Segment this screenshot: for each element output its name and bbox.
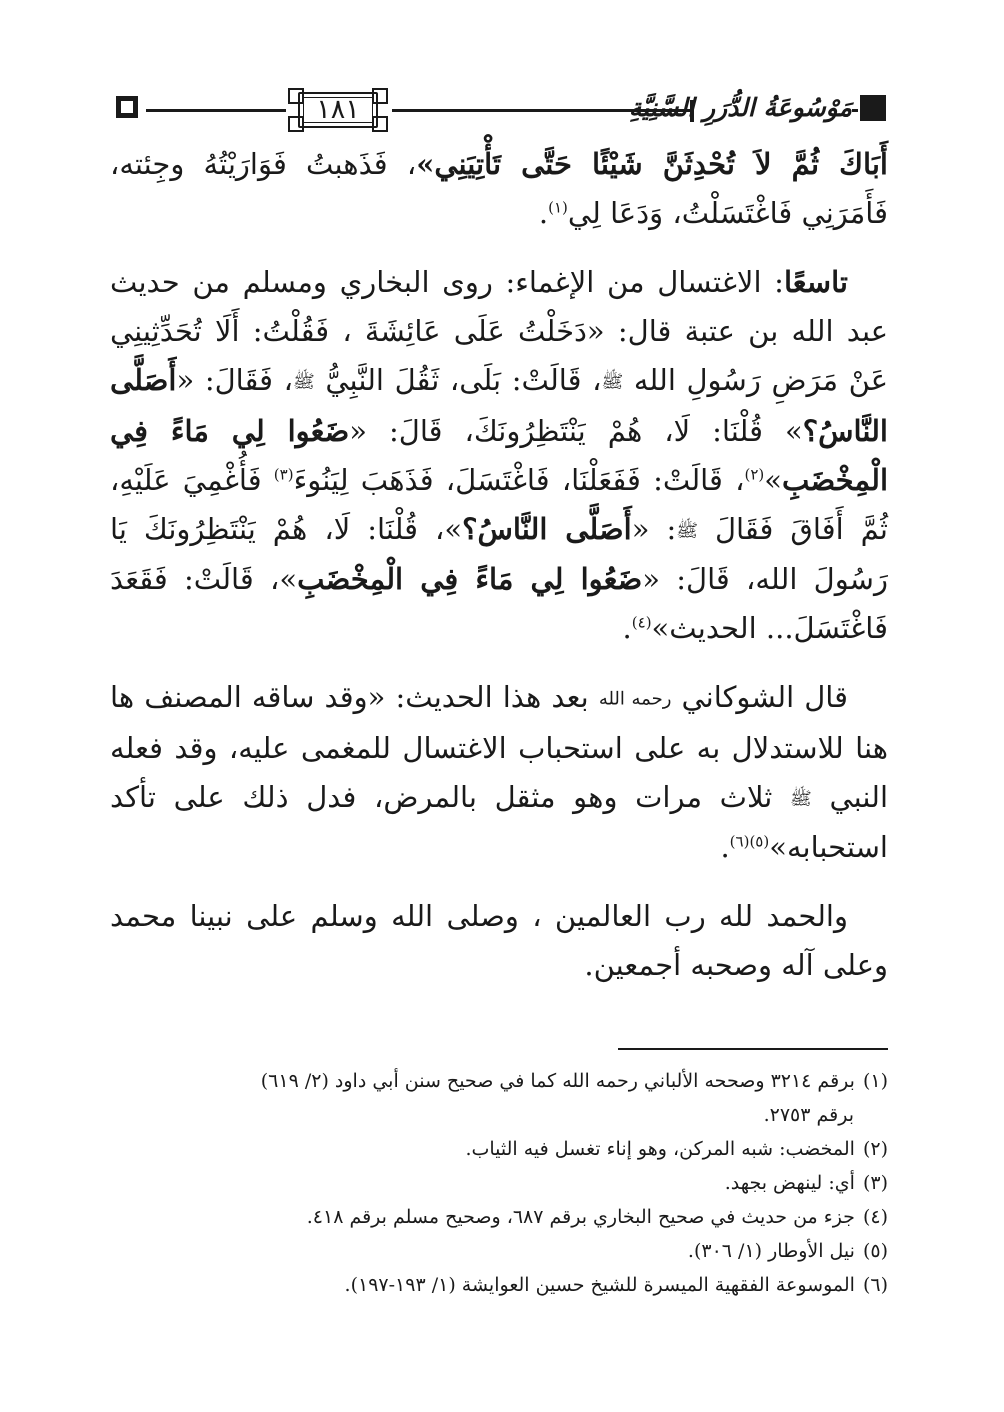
page-number: ١٨١: [316, 94, 360, 125]
book-title: مَوْسُوعَةُ الدُّرَرِ السَّنِيَّةِ: [628, 93, 852, 122]
footnote-ref[interactable]: (١): [548, 198, 568, 217]
hadith-text-bold: ضَعُوا لِي مَاءً فِي الْمِخْضَبِ: [110, 413, 889, 497]
paragraph-text: »: [764, 462, 782, 497]
paragraph-text: ، فَقَالَ: «: [176, 363, 294, 397]
hadith-text-bold: ضَعُوا لِي مَاءً فِي الْمِخْضَبِ: [297, 562, 643, 596]
paragraph-text: بعد هذا الحديث: «وقد ساقه المصنف ها هنا للاستدلال به على استحباب الاغتسال للمغمى عليه، وقد فعله النبي: [110, 680, 889, 814]
footnote-text: جزء من حديث في صحيح البخاري برقم ٦٨٧، وصحيح مسلم برقم ٤١٨.: [306, 1206, 855, 1228]
footnote-ref[interactable]: (٦): [729, 832, 750, 851]
page-header: [110, 88, 888, 134]
footnote-ref[interactable]: (٣): [273, 464, 294, 483]
footnote-number: (٢): [862, 1138, 888, 1160]
section-lead: تاسعًا: [783, 265, 848, 299]
paragraph-4: [110, 892, 888, 990]
paragraph-end: .: [622, 611, 632, 645]
footnote-ref[interactable]: (٥): [749, 832, 770, 851]
footnote-number: (٤): [862, 1206, 888, 1228]
footnote-number: (٦): [862, 1274, 888, 1296]
footnote-text: المخضب: شبه المركن، وهو إناء تغسل فيه الثياب.: [465, 1138, 855, 1160]
footnote-text: الموسوعة الفقهية الميسرة للشيخ حسين العوايشة (١/ ١٩٣-١٩٧).: [344, 1274, 855, 1296]
header-rule-left: [146, 109, 286, 112]
page-number-frame: [286, 88, 390, 132]
footnote-item: [110, 1200, 888, 1234]
footnote-ref[interactable]: (٢): [744, 464, 765, 483]
honorific-glyph: ﷺ: [293, 371, 315, 393]
footnote-number: (٣): [862, 1172, 888, 1194]
header-rule-right: [852, 109, 858, 112]
footnotes: [110, 1064, 888, 1302]
paragraph-text: ، قَالَتْ: بَلَى، ثَقُلَ النَّبِيُّ: [325, 363, 602, 397]
footnote-text: أي: لينهض بجهد.: [724, 1172, 855, 1194]
paragraph-text: »، قُلْنَا: لَا، هُمْ يَنْتَظِرُونَكَ يَا رَسُولَ الله، قَالَ: «: [110, 511, 888, 596]
solid-square-ornament: [860, 95, 886, 121]
hadith-text-bold: أَبَاكَ ثُمَّ لاَ تُحْدِثَنَّ شَيْئًا حَتَّى تَأْتِيَنِي»: [416, 147, 888, 181]
hollow-square-ornament: [116, 96, 138, 118]
footnote-text: نيل الأوطار (١/ ٣٠٦).: [687, 1240, 855, 1262]
paragraph-text: : «: [631, 511, 677, 546]
footnote-item: [110, 1166, 888, 1200]
paragraph-text: قال الشوكاني: [681, 680, 848, 714]
paragraph-1: [110, 140, 888, 238]
paragraph-end: .: [720, 830, 730, 864]
footnote-divider: [618, 1048, 888, 1050]
page: [110, 88, 888, 1348]
paragraph-text: فَأُغْمِيَ عَلَيْهِ، ثُمَّ أَفَاقَ فَقَالَ: [110, 462, 888, 546]
footnote-text: برقم ٣٢١٤ وصححه الألباني رحمه الله كما في صحيح سنن أبي داود (٢/ ٦١٩): [260, 1070, 855, 1092]
honorific-glyph: ﷺ: [601, 371, 624, 393]
paragraph-text: » قُلْنَا: لَا، هُمْ يَنْتَظِرُونَكَ، قَالَ: «: [349, 413, 803, 448]
paragraph-text: »، قَالَتْ: فَقَعَدَ فَاغْتَسَلَ... الحديث»: [110, 562, 888, 645]
paragraph-3: [110, 673, 888, 872]
paragraph-end: .: [538, 196, 549, 230]
paragraph-text: ، قَالَتْ: فَفَعَلْنَا، فَاغْتَسَلَ، فَذَهَبَ لِيَنُوءَ: [293, 462, 745, 497]
footnote-number: (٥): [862, 1240, 888, 1262]
footnote-item: [110, 1132, 888, 1166]
hadith-text-bold: أَصَلَّى النَّاسُ؟: [110, 363, 888, 448]
hadith-text-bold: أَصَلَّى النَّاسُ؟: [462, 511, 632, 546]
paragraph-text: ، فَذَهبتُ فَوَارَيْتُهُ وجِئته، فَأَمَرَنِي فَاغْتَسَلْتُ، وَدَعَا لِي: [110, 147, 888, 230]
footnote-continuation: برقم ٢٧٥٣.: [763, 1104, 854, 1126]
footnote-item: [110, 1268, 888, 1302]
honorific-glyph: ﷺ: [790, 788, 812, 809]
honorific-glyph: رحمه الله: [598, 688, 672, 710]
footnote-number: (١): [862, 1070, 888, 1092]
footnote-item: [110, 1234, 888, 1268]
paragraph-2: [110, 258, 888, 653]
honorific-glyph: ﷺ: [676, 520, 698, 541]
paragraph-text: ثلاث مرات وهو مثقل بالمرض، فدل ذلك على تأكد استحبابه»: [110, 779, 888, 864]
paragraph-text: : الاغتسال من الإغماء: روى البخاري ومسلم من حديث عبد الله بن عتبة قال: «دَخَلْتُ عَلَى عَائِشَةَ ، فَقُلْتُ: أَلَا تُحَدِّثِينِي عَنْ مَرَضِ رَسُولِ الله: [110, 265, 889, 397]
closing-text: والحمد لله رب العالمين ، وصلى الله وسلم على نبينا محمد وعلى آله وصحبه أجمعين.: [110, 899, 888, 982]
main-text: [110, 140, 888, 990]
footnote-item: [110, 1064, 888, 1132]
footnote-ref[interactable]: (٤): [631, 613, 652, 632]
